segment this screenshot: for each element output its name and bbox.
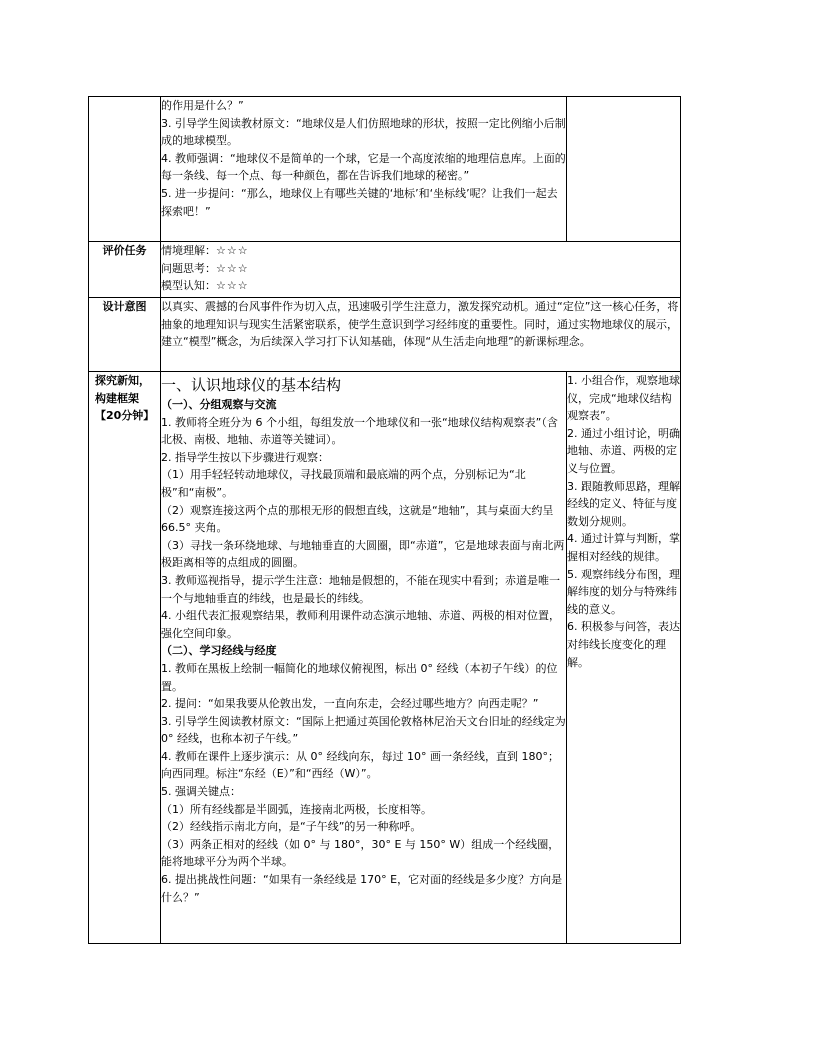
evaluation-item-text: 问题思考： bbox=[161, 261, 216, 275]
section-title: 一、认识地球仪的基本结构 bbox=[161, 376, 342, 394]
student-activity-item: 1. 小组合作，观察地球仪，完成“地球仪结构观察表”。 bbox=[567, 374, 680, 423]
intro-paragraph: 5. 进一步提问：“那么，地球仪上有哪些关键的‘地标’和‘坐标线’呢？让我们一起去探索吧！” bbox=[161, 186, 558, 218]
step-paragraph: 2. 提问：“如果我要从伦敦出发，一直向东走，会经过哪些地方？向西走呢？” bbox=[161, 697, 539, 711]
intro-paragraph: 的作用是什么？” bbox=[161, 99, 244, 112]
step-paragraph: （1）用手轻轻转动地球仪，寻找最顶端和最底端的两个点，分别标记为“北极”和“南极”。 bbox=[161, 468, 526, 499]
step-paragraph: 6. 提出挑战性问题：“如果有一条经线是 170° E，它对面的经线是多少度？方向是什么？” bbox=[161, 873, 563, 904]
design-intent-text: 以真实、震撼的台风事件作为切入点，迅速吸引学生注意力，激发探究动机。通过“定位”这一核心任务，将抽象的地理知识与现实生活紧密联系，使学生意识到学习经纬度的重要性。同时，通过实物地球仪的展示，建立“模型”概念，为后续深入学习打下认知基础，体现“从生活走向地理”的新课标理念。 bbox=[161, 300, 679, 349]
step-paragraph: （1）所有经线都是半圆弧，连接南北两极，长度相等。 bbox=[161, 802, 432, 816]
step-paragraph: （3）寻找一条环绕地球、与地轴垂直的大圆圈，即“赤道”，它是地球表面与南北两极距离相等的点组成的圆圈。 bbox=[161, 538, 565, 570]
evaluation-item-text: 模型认知： bbox=[161, 279, 216, 293]
design-intent-row bbox=[89, 298, 681, 372]
student-activity-item: 5. 观察纬线分布图，理解纬度的划分与特殊纬线的意义。 bbox=[567, 567, 680, 616]
evaluation-row bbox=[89, 242, 681, 298]
lesson-plan-table bbox=[88, 96, 681, 944]
empty-side-cell bbox=[567, 97, 681, 242]
design-intent-content-cell bbox=[161, 298, 681, 372]
sub-title-meridian: （二）、学习经线与经度 bbox=[161, 644, 277, 658]
step-paragraph: 5. 强调关键点： bbox=[161, 785, 241, 799]
step-paragraph: （2）经线指示南北方向，是“子午线”的另一种称呼。 bbox=[161, 820, 422, 834]
star-rating-icon: ☆☆☆ bbox=[216, 244, 249, 257]
empty-label-cell bbox=[89, 97, 161, 242]
step-paragraph: 1. 教师将全班分为 6 个小组，每组发放一个地球仪和一张“地球仪结构观察表”（含北极、南极、地轴、赤道等关键词）。 bbox=[161, 415, 558, 447]
explore-label: 探究新知，构建框架【20分钟】 bbox=[89, 372, 161, 944]
step-paragraph: 3. 教师巡视指导，提示学生注意：地轴是假想的，不能在现实中看到；赤道是唯一一个与地轴垂直的纬线，也是最长的纬线。 bbox=[161, 573, 560, 605]
step-paragraph: 1. 教师在黑板上绘制一幅简化的地球仪俯视图，标出 0° 经线（本初子午线）的位置。 bbox=[161, 661, 558, 693]
student-activity-item: 2. 通过小组讨论，明确地轴、赤道、两极的定义与位置。 bbox=[567, 426, 680, 475]
student-activity-item: 3. 跟随教师思路，理解经线的定义、特征与度数划分规则。 bbox=[567, 479, 680, 528]
step-paragraph: 4. 小组代表汇报观察结果，教师利用课件动态演示地轴、赤道、两极的相对位置，强化空间印象。 bbox=[161, 609, 560, 640]
step-paragraph: 4. 教师在课件上逐步演示：从 0° 经线向东，每过 10° 画一条经线，直到 180°；向西同理。标注“东经（E）”和“西经（W）”。 bbox=[161, 749, 559, 781]
step-paragraph: 2. 指导学生按以下步骤进行观察： bbox=[161, 450, 329, 464]
step-paragraph: 3. 引导学生阅读教材原文：“国际上把通过英国伦敦格林尼治天文台旧址的经线定为 0° 经线，也称本初子午线。” bbox=[161, 714, 566, 746]
intro-content-cell bbox=[161, 97, 567, 242]
evaluation-item bbox=[161, 260, 680, 278]
evaluation-content-cell bbox=[161, 242, 681, 298]
step-paragraph: （3）两条正相对的经线（如 0° 与 180°，30° E 与 150° W）组成一个经线圈，能将地球平分为两个半球。 bbox=[161, 837, 560, 869]
student-activity-item: 4. 通过计算与判断，掌握相对经线的规律。 bbox=[567, 532, 680, 563]
star-rating-icon: ☆☆☆ bbox=[216, 279, 249, 293]
intro-paragraph: 3. 引导学生阅读教材原文：“地球仪是人们仿照地球的形状，按照一定比例缩小后制成的地球模型。 bbox=[161, 116, 566, 148]
intro-paragraph: 4. 教师强调：“地球仪不是简单的一个球，它是一个高度浓缩的地理信息库。上面的每一条线、每一个点、每一种颜色，都在告诉我们地球的秘密。” bbox=[161, 151, 566, 183]
explore-row bbox=[89, 372, 681, 944]
design-intent-label: 设计意图 bbox=[89, 298, 161, 372]
star-rating-icon: ☆☆☆ bbox=[216, 261, 249, 275]
sub-title-observation: （一）、分组观察与交流 bbox=[161, 398, 277, 411]
student-activity-cell bbox=[567, 372, 681, 944]
evaluation-item-text: 情境理解： bbox=[161, 244, 216, 257]
evaluation-item bbox=[161, 242, 680, 260]
student-activity-item: 6. 积极参与问答，表达对纬线长度变化的理解。 bbox=[567, 620, 680, 669]
evaluation-label: 评价任务 bbox=[89, 242, 161, 298]
explore-content-cell bbox=[161, 372, 567, 944]
evaluation-item bbox=[161, 277, 680, 295]
intro-continuation-row bbox=[89, 97, 681, 242]
step-paragraph: （2）观察连接这两个点的那根无形的假想直线，这就是“地轴”，其与桌面大约呈 66.5° 夹角。 bbox=[161, 503, 554, 535]
